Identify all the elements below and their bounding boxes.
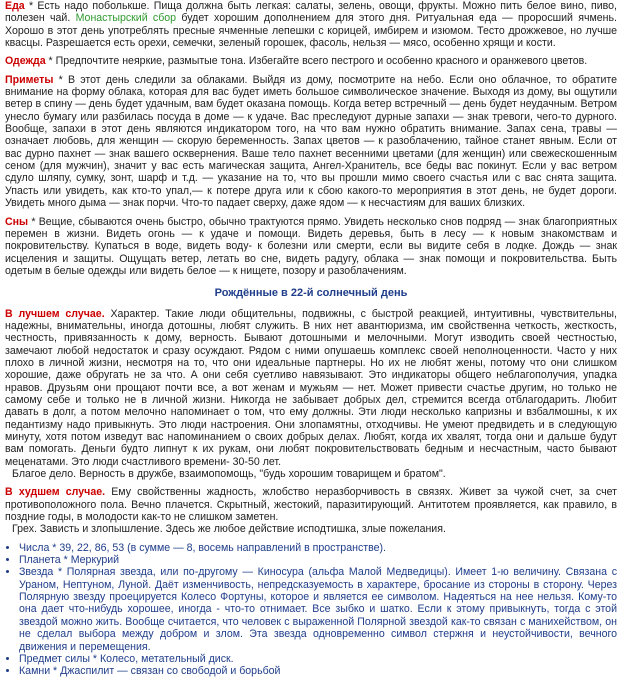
worst-case-text: Ему свойственны жадность, жлобство неразборчивость в связях. Живет за чужой счет, за счет противоположного пола. Вечно плачется. Скрытный, жестокий, паразитирующий. Антитотем проявляется, как правило, в поздние годы, в молодости как-то не слишком заметен. xyxy=(5,486,617,524)
list-item: • Камни * Джаспилит — связан со свободой и борьбой xyxy=(19,665,617,677)
omens-label: Приметы xyxy=(5,73,54,86)
virtue-line: Благое дело. Верность в дружбе, взаимопомощь, "будь хорошим товарищем и братом". xyxy=(12,468,446,481)
best-case-label: В лучшем случае. xyxy=(5,307,105,320)
food-highlight: Монастырский сбор xyxy=(75,12,177,25)
best-case-text: Характер. Такие люди общительны, подвижны, с быстрой реакцией, интуитивны, чувствительны, надежны, внимательны, иногда дотошны, любят служить. В них нет авантюризма, им свойственна четкость, жесткость, честность, привязанность к дому, верность. Бывают дотошными и мелочными. Могут изводить своей честностью, замечают любой недостаток и сразу осуждают. Рядом с ними опушаешь комплекс своей неполноценности. Часто у них плохо в личной жизни, несмотря на то, что они идеальные партнеры. Но их не любят жены, потому что они слишком хорошие, даже обругать не за что. А они себя суетливо навязывают. Это индикаторы общего неблагополучия, упадка нравов. Друзьям они прощают почти все, а вот женам и мужьям — нет. Может привести счастье другим, но только не самому себе и только не в личной жизни. Никогда не забывает добрых дел, стремится всегда отблагодарить. Любит давать в долг, а потом мелочно напоминает о том, что ему должны. Эти люди несколько капризны и взбалмошны, к их педантизму надо привыкнуть. Это люди настроения. Они злопамятны, отходчивы. Не умеют предвидеть и в следующую минуту, хотя потом изведут вас напоминанием о своих добрых делах. Любят, когда их хвалят, тогда они и дальше будут вам помогать. Деньги будто липнут к их рукам, они любят покровительствовать бедным и несчастным, часто бывают меценатами. Это люди счастливого времени- 30-50 лет. xyxy=(5,307,617,468)
facts-list xyxy=(5,542,617,678)
clothes-label: Одежда xyxy=(5,55,46,68)
born-section-title: Рождённые в 22-й солнечный день xyxy=(214,287,408,300)
food-paragraph xyxy=(5,0,617,49)
clothes-text: * Предпочтите неяркие, размытые тона. Избегайте всего пестрого и особенно красного и оранжевого цветов. xyxy=(45,55,588,68)
dreams-label: Сны xyxy=(5,215,29,228)
food-text-2: будет хорошим дополнением для этого дня. Ритуальная еда — проросший ячмень. Хорошо в этот день употреблять пресные ячменные лепешки с корицей, имбирем и изюмом. Тесто дрожжевое, но лучше квасцы. Разрешается есть орехи, семечки, зеленый горошек, фасоль, нельзя — мясо, особенно хрящи и кости. xyxy=(5,12,617,50)
best-case-paragraph xyxy=(5,308,617,468)
list-item: • Числа * 39, 22, 86, 53 (в сумме — 8, восемь направлений в пространстве). xyxy=(19,542,617,554)
worst-case-label: В худшем случае. xyxy=(5,486,106,499)
list-item: • Предмет силы * Колесо, метательный диск. xyxy=(19,653,617,665)
worst-case-paragraph xyxy=(5,486,617,523)
dreams-text: * Вещие, сбываются очень быстро, обычно трактуются прямо. Увидеть несколько снов подряд — знак благоприятных перемен в жизни. Видеть огонь — к удаче и помощи. Видеть деревья, быть в лесу — к новым знакомствам и покровительству. Купаться в воде, видеть воду- к болезни или смерти, если вы видите себя в лодке. Дождь — знак исцеления и защиты. Ощущать ветер, летать во сне, видеть радугу, облака — знак помощи и покровительства. Быть одетым в белые одежды или видеть белое — к нищете, позору и разоблачениям. xyxy=(5,215,617,277)
omens-text: * В этот день следили за облаками. Выйдя из дому, посмотрите на небо. Если оно облачное, то обратите внимание на форму облака, которая для вас будет иметь большое символическое значение. Выходя из дому, вы ощутили ветер в спину — день будет удачным, вам будет оказана помощь. Когда ветер встречный — день будет неудачным. Ветром унесло бумагу или разбилась посуда в доме — к удаче. Вас преследуют дурные запахи — знак тревоги, чего-то дурного. Вообще, запахи в этот день являются индикатором того, на что вам нужно обратить внимание. Запах сена, травы — означает любовь, для женщин — скорую беременность. Запах цветов — к разоблачению, тайное станет явным. Если от вас дурно пахнет — знак вашего осквернения. Ваше тело пахнет весенними цветами (для женщин) или свежескошенным сеном (для мужчин), значит у вас есть магическая защита, Ангел-Хранитель, все беды вас покинут. Если у вас ветром сдуло шляпу, сумку, зонт, шарф и т.д. — указание на то, что вы прошли мимо своего счастья или с вас снята защита. Упасть или увидеть, как кто-то упал,— к потере друга или к сбою какого-то мероприятия в этот день, не будет дороги. Увидеть много дыма — знак порчи. Что-то падает сверху, даже ядом — к несчастиям для ваших близких. xyxy=(5,73,617,210)
food-label: Еда xyxy=(5,0,25,12)
omens-paragraph xyxy=(5,74,617,210)
sin-line: Грех. Зависть и злопышление. Здесь же любое действие исподтишка, злые пожелания. xyxy=(12,523,446,536)
food-text-1: * Есть надо поболькше. Пища должна быть легкая: салаты, зелень, овощи, фрукты. Можно пить белое вино, пиво, полезен чай. xyxy=(5,0,617,25)
list-item: • Звезда * Полярная звезда, или по-другому — Киносура (альфа Малой Медведицы). Имеет 1-ю величину. Связана с Ураном, Нептуном, Луной. Даёт изменчивость, непредсказуемость в характере, бросание из стороны в сторону. Через Полярную звезду проецируется Колесо Фортуны, которое и является ее символом. Надеяться на нее нельзя. Кому-то она дает что-нибудь хорошее, иногда - что-то отнимает. Все зыбко и шатко. Если к этому привыкнуть, тогда с этой звездой можно жить. Вообще считается, что человек с выраженной Полярной звездой как-то связан с манихейством, он не сделал выбора между добром и злом. Эта звезда одновременно символ стержня и неустойчивости, вечного движения и перемещения. xyxy=(19,566,617,652)
dreams-paragraph xyxy=(5,216,617,278)
clothes-paragraph xyxy=(5,55,617,67)
list-item: • Планета * Меркурий xyxy=(19,554,617,566)
